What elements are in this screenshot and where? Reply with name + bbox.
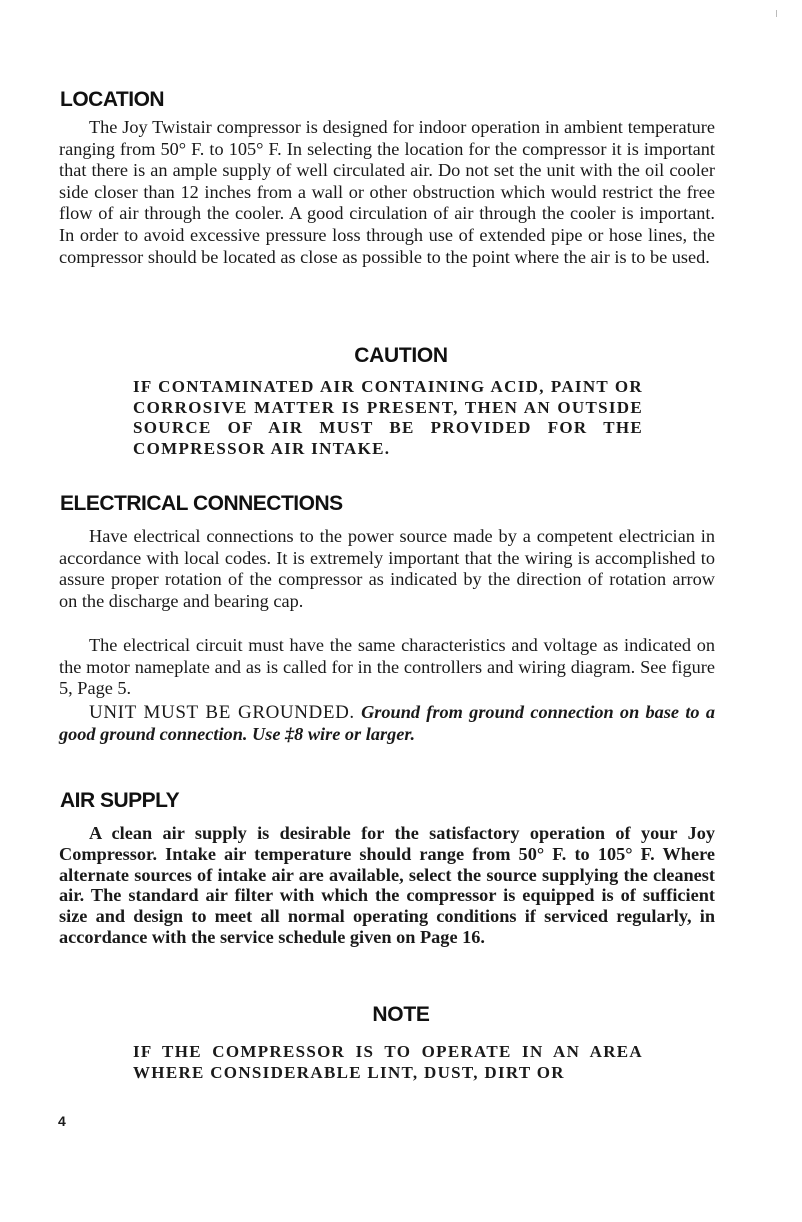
grounding-instruction: Ground from ground connection on base to a good ground connection. Use ‡8 wire or larger. <box>59 702 716 744</box>
caution-heading: CAUTION <box>354 344 448 367</box>
air-supply-paragraph: A clean air supply is desirable for the satisfactory operation of your Joy Compressor. Intake air temperature should range from 50° F. to 105° F. Where alternate sources of intake air are available, select the source supplying the cleanest air. The standard air filter with which the compressor is equipped is of sufficient size and design to meet all normal operating conditions if serviced regularly, in accordance with the service schedule given on Page 16. <box>59 823 715 947</box>
electrical-paragraph-1: Have electrical connections to the power source made by a competent electrician in accordance with local codes. It is extremely important that the wiring is accomplished to assure proper rotation of the compressor as indicated by the direction of rotation arrow on the discharge and bearing cap. <box>59 526 715 611</box>
page-number: 4 <box>58 1113 66 1129</box>
electrical-connections-heading: ELECTRICAL CONNECTIONS <box>60 492 343 515</box>
scan-mark <box>776 10 777 17</box>
grounding-paragraph <box>59 702 715 745</box>
caution-text: IF CONTAMINATED AIR CONTAINING ACID, PAINT OR CORROSIVE MATTER IS PRESENT, THEN AN OUTSIDE SOURCE OF AIR MUST BE PROVIDED FOR THE COMPRESSOR AIR INTAKE. <box>133 377 643 458</box>
grounding-warning: UNIT MUST BE GROUNDED. <box>89 702 355 723</box>
electrical-paragraph-2: The electrical circuit must have the same characteristics and voltage as indicated on the motor nameplate and as is called for in the controllers and wiring diagram. See figure 5, Page 5. <box>59 635 715 699</box>
note-heading: NOTE <box>372 1003 430 1026</box>
location-heading: LOCATION <box>60 88 165 111</box>
note-text: IF THE COMPRESSOR IS TO OPERATE IN AN AREA WHERE CONSIDERABLE LINT, DUST, DIRT OR <box>133 1042 643 1082</box>
location-paragraph: The Joy Twistair compressor is designed for indoor operation in ambient temperature ranging from 50° F. to 105° F. In selecting the location for the compressor it is important that there is an ample supply of well circulated air. Do not set the unit with the oil cooler side closer than 12 inches from a wall or other obstruction which would restrict the free flow of air through the cooler. A good circulation of air through the cooler is important. In order to avoid excessive pressure loss through use of extended pipe or hose lines, the compressor should be located as close as possible to the point where the air is to be used. <box>59 117 715 267</box>
air-supply-heading: AIR SUPPLY <box>60 789 180 812</box>
